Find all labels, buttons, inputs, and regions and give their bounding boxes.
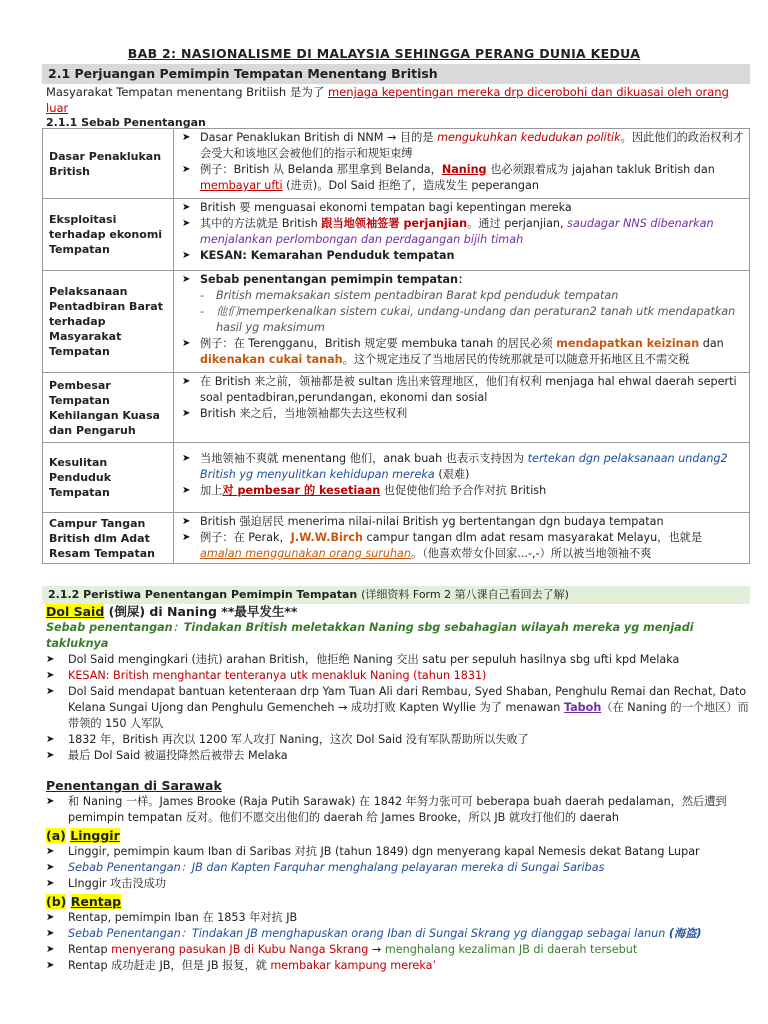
table-row <box>43 443 750 513</box>
row-label: Pelaksanaan Pentadbiran Barat terhadap Masyarakat Tempatan <box>43 271 174 373</box>
row-content <box>174 373 750 443</box>
bullet: ➤ Rentap, pemimpin Iban 在 1853 年对抗 JB <box>46 910 750 926</box>
sub-point: - British memaksakan sistem pentadbiran Barat kpd penduduk tempatan <box>178 288 745 304</box>
dol-said-reason: Sebab penentangan：Tindakan British meletakkan Naning sbg sebahagian wilayah mereka yg menjadi takluknya <box>46 621 694 650</box>
table-row <box>43 373 750 443</box>
section-2-1-2-heading: 2.1.2 Peristiwa Penentangan Pemimpin Tempatan (详细资料 Form 2 第八课自己看回去了解) <box>42 586 750 604</box>
intro-paragraph <box>46 84 746 116</box>
row-content <box>174 443 750 513</box>
bullet: ➤ 在 British 来之前，领袖都是被 sultan 选出来管理地区，他们有权利 menjaga hal ehwal daerah seperti soal pentadbiran,perundangan, ekonomi dan sosial <box>178 374 745 406</box>
rentap-heading: (b) Rentap <box>46 894 122 909</box>
sarawak-heading: Penentangan di Sarawak <box>46 778 222 793</box>
bullet: ➤ Dasar Penaklukan British di NNM → 目的是 mengukuhkan kedudukan politik。因此他们的政治权利才会受大和该地区会被他们的指示和规矩束缚 <box>178 130 745 162</box>
bullet: ➤ British 强迫居民 menerima nilai-nilai British yg bertentangan dgn budaya tempatan <box>178 514 745 530</box>
sub-point: - 他们memperkenalkan sistem cukai, undang-undang dan peraturan2 tanah utk mendapatkan hasil yg maksimum <box>178 304 745 336</box>
bullet: ➤ LInggir 攻击没成功 <box>46 876 750 892</box>
bullet: ➤ Linggir, pemimpin kaum Iban di Saribas 对抗 JB (tahun 1849) dgn menyerang kapal Nemesis dekat Batang Lupar <box>46 844 750 860</box>
bullet: ➤ Sebab Penentangan：Tindakan JB menghapuskan orang Iban di Sungai Skrang yg dianggap sebagai lanun (海盗) <box>46 926 750 942</box>
bullet: ➤ 当地领袖不爽就 menentang 他们，anak buah 也表示支持因为 tertekan dgn pelaksanaan undang2 British yg menyulitkan kehidupan mereka (艰难) <box>178 451 745 483</box>
row-content <box>174 199 750 271</box>
bullet: ➤ KESAN: Kemarahan Penduduk tempatan <box>178 248 745 264</box>
bullet: ➤ Rentap menyerang pasukan JB di Kubu Nanga Skrang → menghalang kezaliman JB di daerah tersebut <box>46 942 750 958</box>
row-content <box>174 271 750 373</box>
chapter-title: BAB 2: NASIONALISME DI MALAYSIA SEHINGGA PERANG DUNIA KEDUA <box>127 46 641 61</box>
bullet: ➤ KESAN: British menghantar tenteranya utk menakluk Naning (tahun 1831) <box>46 668 750 684</box>
bullet: ➤ British 来之后，当地领袖都失去这些权利 <box>178 406 745 422</box>
intro-highlight: menjaga kepentingan mereka drp dicerobohi dan dikuasai oleh orang luar <box>46 85 729 115</box>
linggir-heading: (a) Linggir <box>46 828 120 843</box>
bullet: ➤ 1832 年，British 再次以 1200 军人攻打 Naning，这次 Dol Said 没有军队帮助所以失败了 <box>46 732 750 748</box>
bullet: ➤ Rentap 成功赶走 JB，但是 JB 报复，就 membakar kampung mereka’ <box>46 958 750 974</box>
table-row <box>43 271 750 373</box>
row-content <box>174 513 750 564</box>
row-label: Campur Tangan British dlm Adat Resam Tempatan <box>43 513 174 564</box>
bullet: ➤ 最后 Dol Said 被逼投降然后被带去 Melaka <box>46 748 750 764</box>
row-label: Dasar Penaklukan British <box>43 129 174 199</box>
bullet: ➤ 其中的方法就是 British 跟当地领袖签署 perjanjian。通过 perjanjian, saudagar NNS dibenarkan menjalankan perlombongan dan perdagangan bijih timah <box>178 216 745 248</box>
bullet: ➤ British 要 menguasai ekonomi tempatan bagi kepentingan mereka <box>178 200 745 216</box>
row-label: Eksploitasi terhadap ekonomi Tempatan <box>43 199 174 271</box>
bullet: ➤ Sebab Penentangan：JB dan Kapten Farquhar menghalang pelayaran mereka di Sungai Saribas <box>46 860 750 876</box>
table-row <box>43 199 750 271</box>
section-2-1-heading: 2.1 Perjuangan Pemimpin Tempatan Menentang British <box>42 64 750 84</box>
row-content <box>174 129 750 199</box>
bullet: ➤ 例子：在 Perak，J.W.W.Birch campur tangan dlm adat resam masyarakat Melayu，也就是 amalan menggunakan orang suruhan。（他喜欢带女仆回家...-,-）所以被当地领袖不爽 <box>178 530 745 562</box>
bullet: ➤ 加上对 pembesar 的 kesetiaan 也促使他们给予合作对抗 British <box>178 483 745 499</box>
bullet: ➤ Dol Said mendapat bantuan ketenteraan drp Yam Tuan Ali dari Rembau, Syed Shaban, Penghulu Remai dan Rechat, Dato Kelana Sungai Ujong dan Penghulu Gemencheh → 成功打败 Kapten Wyllie 为了 menawan Taboh（在 Naning 的一个地区）而带领的 150 人军队 <box>46 684 750 732</box>
bullet: ➤ Dol Said mengingkari (违抗) arahan British，他拒绝 Naning 交出 satu per sepuluh hasilnya sbg ufti kpd Melaka <box>46 652 750 668</box>
table-row <box>43 513 750 564</box>
bullet: ➤ Sebab penentangan pemimpin tempatan： <box>178 272 745 288</box>
intro-text: Masyarakat Tempatan menentang Britiish 是为了 <box>46 85 328 99</box>
row-label: Kesulitan Penduduk Tempatan <box>43 443 174 513</box>
table-row <box>43 129 750 199</box>
bullet: ➤ 例子：British 从 Belanda 那里拿到 Belanda，Naning 也必须跟着成为 jajahan takluk British dan membayar ufti (进贡)。Dol Said 拒绝了，造成发生 peperangan <box>178 162 745 194</box>
bullet: ➤ 例子：在 Terengganu，British 规定要 membuka tanah 的居民必须 mendapatkan keizinan dan dikenakan cukai tanah。这个规定违反了当地居民的传统那就是可以随意开拓地区且不需交税 <box>178 336 745 368</box>
section-2-1-1-heading: 2.1.1 Sebab Penentangan <box>46 116 206 129</box>
events-body <box>46 604 750 974</box>
bullet: ➤ 和 Naning 一样。James Brooke (Raja Putih Sarawak) 在 1842 年努力张可可 beberapa buah daerah pedalaman，然后遭到 pemimpin tempatan 反对。他们不愿交出他们的 daerah 给 James Brooke，所以 JB 就攻打他们的 daerah <box>46 794 750 826</box>
reasons-table <box>42 128 750 564</box>
row-label: Pembesar Tempatan Kehilangan Kuasa dan Pengaruh <box>43 373 174 443</box>
dol-said-heading: Dol Said (倒屎) di Naning **最早发生** <box>46 604 298 619</box>
